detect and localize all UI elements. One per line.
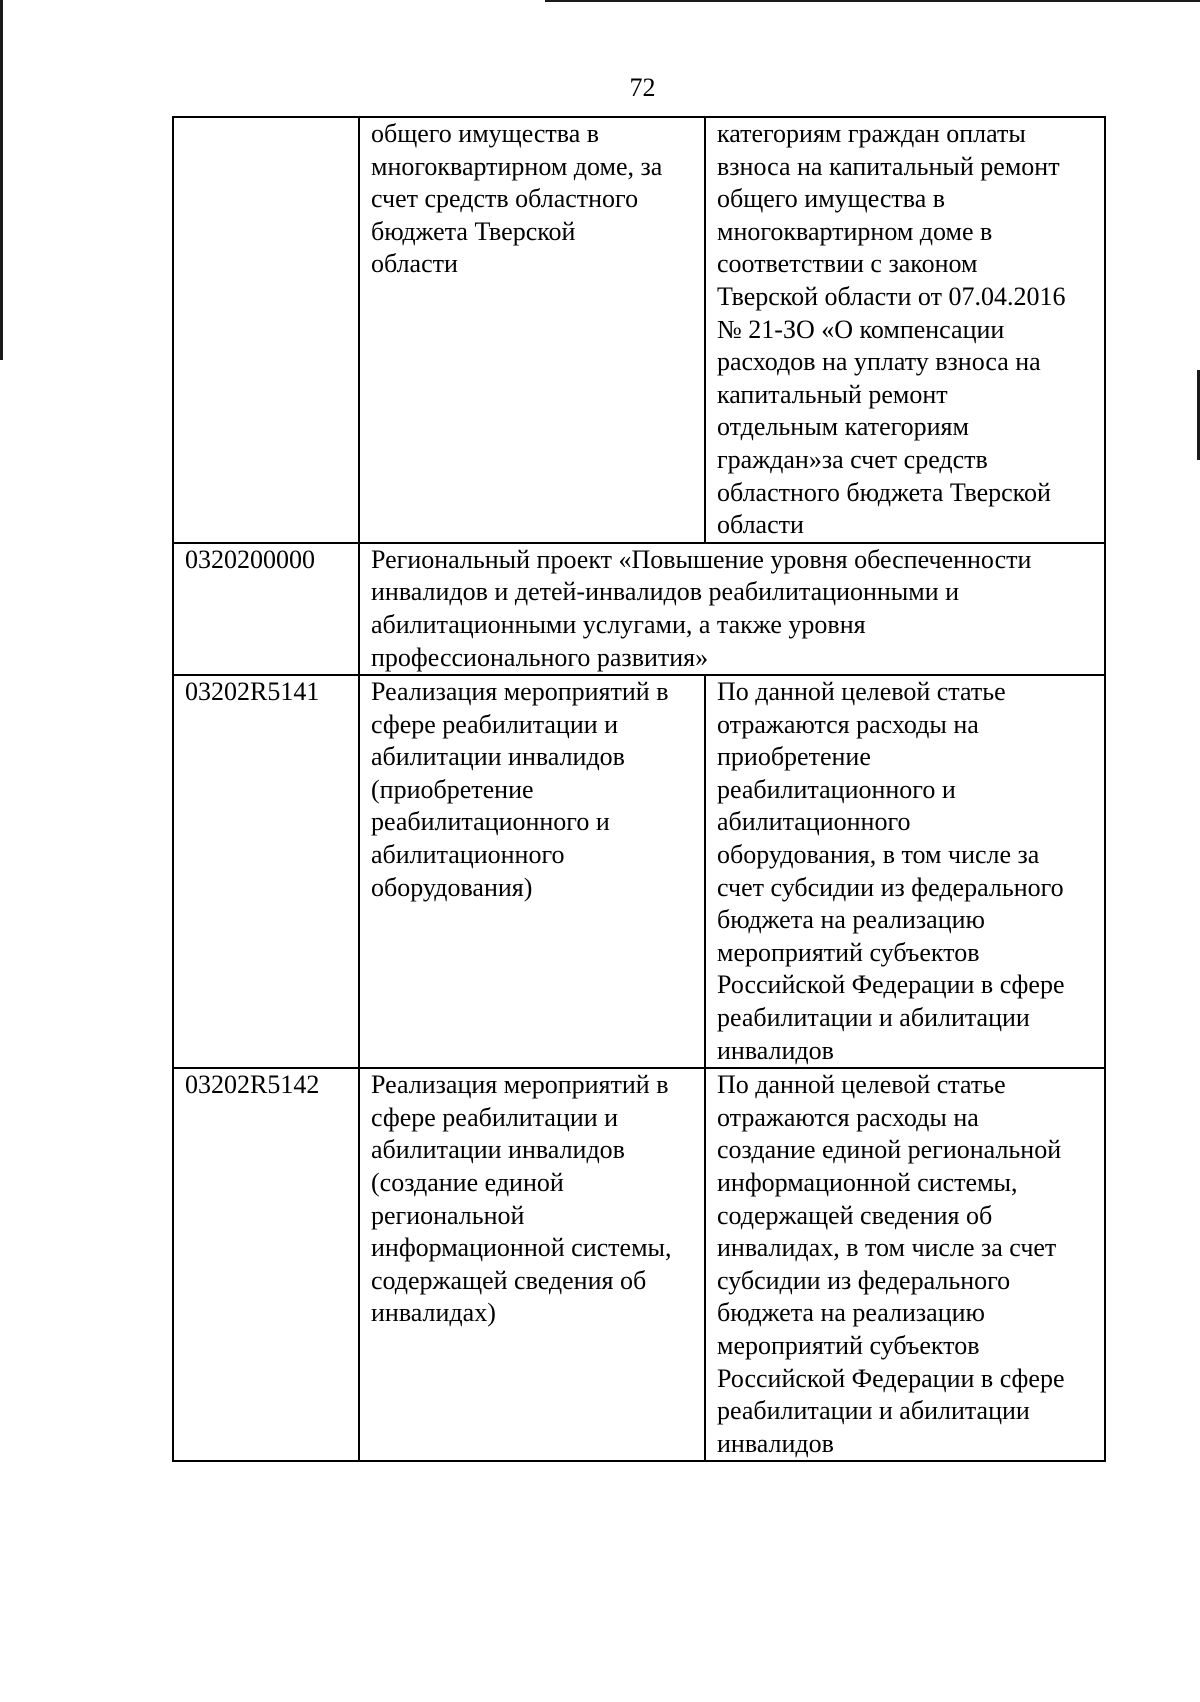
scan-edge-left bbox=[0, 0, 3, 360]
row-name-cell bbox=[359, 117, 705, 543]
row-code: 03202R5141 bbox=[185, 677, 320, 707]
row-code: 0320200000 bbox=[185, 544, 315, 574]
scan-edge-top bbox=[545, 0, 1200, 2]
row-name: общего имущества в многоквартирном доме, за счет средств областного бюджета Тверской области bbox=[371, 119, 663, 279]
row-merged-cell bbox=[359, 543, 1105, 675]
row-code-cell bbox=[173, 1068, 359, 1461]
row-description: категориям граждан оплаты взноса на капитальный ремонт общего имущества в многоквартирном доме в соответствии с законом Тверской области от 07.04.2016 № 21-ЗО «О компенсации расходов на уплату взноса на капитальный ремонт отдельным категориям граждан»за счет средств областного бюджета Тверской области bbox=[717, 119, 1066, 540]
table-row bbox=[173, 675, 1105, 1068]
row-description: По данной целевой статье отражаются расходы на создание единой региональной информационной системы, содержащей сведения об инвалидах, в том числе за счет субсидии из федерального бюджета на реализацию мероприятий субъектов Российской Федерации в сфере реабилитации и абилитации инвалидов bbox=[717, 1070, 1065, 1458]
page-number: 72 bbox=[629, 73, 656, 102]
table-row bbox=[173, 117, 1105, 543]
row-name: Реализация мероприятий в сфере реабилитации и абилитации инвалидов (приобретение реабилитационного и абилитационного оборудования) bbox=[371, 677, 669, 902]
row-merged-text: Региональный проект «Повышение уровня обеспеченности инвалидов и детей-инвалидов реабилитационными и абилитационными услугами, а также уровня профессионального развития» bbox=[371, 544, 1032, 672]
row-name-cell bbox=[359, 675, 705, 1068]
row-description: По данной целевой статье отражаются расходы на приобретение реабилитационного и абилитационного оборудования, в том числе за счет субсидии из федерального бюджета на реализацию мероприятий субъектов Российской Федерации в сфере реабилитации и абилитации инвалидов bbox=[717, 677, 1065, 1065]
table-row bbox=[173, 543, 1105, 675]
row-code: 03202R5142 bbox=[185, 1070, 320, 1100]
row-code-cell bbox=[173, 117, 359, 543]
budget-classification-table bbox=[172, 116, 1106, 1462]
row-code-cell bbox=[173, 675, 359, 1068]
table-row bbox=[173, 1068, 1105, 1461]
row-description-cell bbox=[705, 1068, 1105, 1461]
row-name: Реализация мероприятий в сфере реабилитации и абилитации инвалидов (создание единой региональной информационной системы, содержащей сведения об инвалидах) bbox=[371, 1070, 672, 1328]
row-name-cell bbox=[359, 1068, 705, 1461]
row-code-cell bbox=[173, 543, 359, 675]
row-description-cell bbox=[705, 117, 1105, 543]
row-description-cell bbox=[705, 675, 1105, 1068]
